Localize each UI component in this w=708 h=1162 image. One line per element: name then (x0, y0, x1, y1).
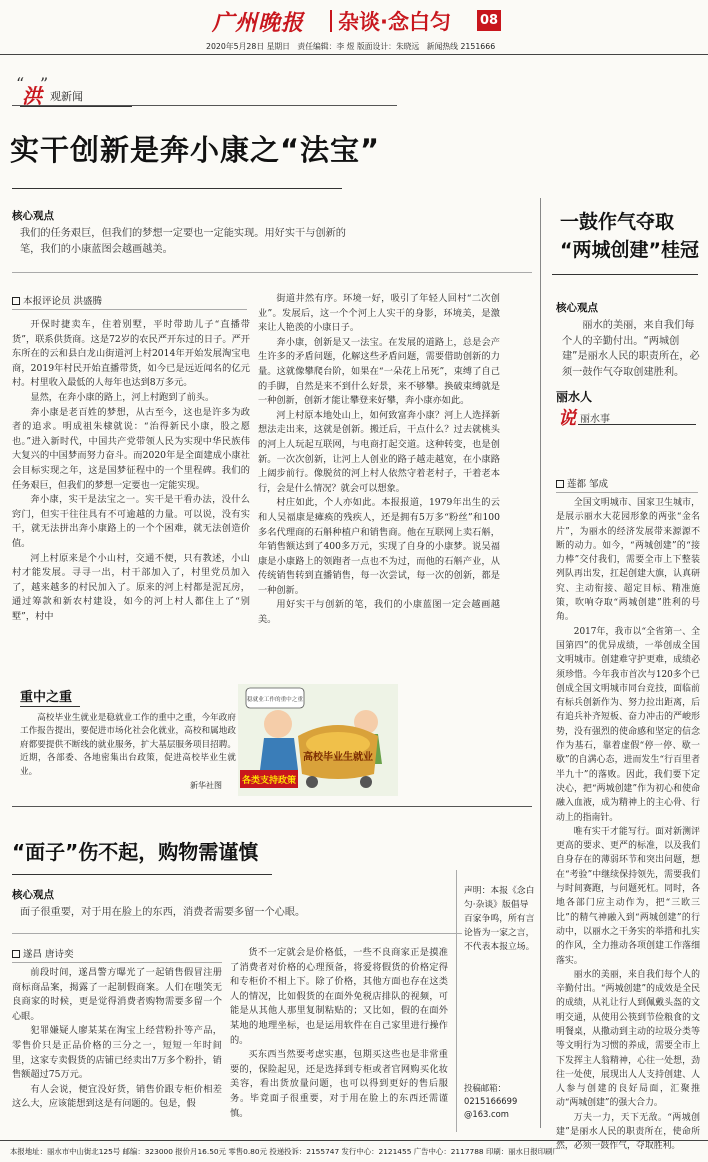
date-line: 2020年5月28日 星期日 (206, 42, 290, 51)
contrib-block (464, 1082, 538, 1121)
right-tag-sub: 丽水事 (580, 414, 610, 425)
main-col2-p: 用好实干与创新的笔，我们的小康蓝图一定会越画越美。 (258, 599, 500, 626)
bottom-col2-p: 货不一定就会是价格低，一些不良商家正是摸准了消费者对价格的心理预备，将爱将假货的价格定得和专柜价不相上下。除了价格，其他方面也存在这类人的情况，比如假货的在面外免税店排队的视频，可能是从其他人那里复制粘贴的；又比如，假的在面外某地的地理坐标，也是运用软件在自己家里进行操作的。 (230, 947, 448, 1046)
cartoon-cart-text: 高校毕业生就业 (303, 752, 373, 763)
quote-mark-icon: “ (16, 74, 25, 93)
bottom-core-rule (12, 933, 462, 934)
right-tag-rule (578, 424, 696, 425)
main-byline-text: 本报评论员 洪盛腾 (23, 296, 103, 307)
right-tag-name: 丽水人 (556, 390, 593, 404)
editor-line: 责任编辑：李 煜 版面设计：朱晓远 (297, 42, 420, 51)
main-col1-p: 奔小康是老百姓的梦想，从古至今，这也是许多为政者的追求。明成祖朱棣就说：“治得新民小康，股之愿也。”进入新时代，中国共产党带领人民为实现中华民族伟大复兴的中国梦而努力奋斗。而2020年是全面建成小康社会目标实现之年，这是国梦征程中的一个里程碑。我们的任务艰巨，但我们的梦想一定要也一定能实现。 (12, 406, 250, 491)
main-headline: 实干创新是奔小康之“法宝” (10, 133, 381, 167)
right-tag-char: 说 (558, 408, 576, 429)
right-headline-rule (552, 274, 698, 275)
masthead (0, 0, 708, 56)
bottom-core-text: 面子很重要，对于用在脸上的东西，消费者需要多留一个心眼。 (20, 907, 306, 918)
main-core-label: 核心观点 (12, 210, 54, 222)
footer-rule (0, 1140, 708, 1141)
right-byline-rule (556, 492, 698, 493)
byline-box-icon (12, 950, 20, 958)
column-tag-rule (20, 106, 132, 107)
masthead-date (206, 41, 495, 52)
byline-box-icon (556, 480, 564, 488)
right-body-p: 丽水的美丽，来自我们每个人的辛勤付出。“两城创建”的成效是全民的成绩，从礼让行人到佩戴头盔的文明交通，从使用公筷到节俭粮食的文明餐桌，从撒动到主动的垃圾分类等等文明行为习惯的养成，需要全市上下发挥主人翁精神，心往一处想，劲往一处使，展现出人人支持创建、人人参与创建的良好局面，汇聚推动“两城创建”的强大合力。 (556, 969, 700, 1109)
feature-credit: 新华社图 (190, 781, 222, 790)
right-column-separator (540, 198, 541, 1128)
bottom-byline-rule (12, 962, 222, 963)
main-article-col1 (12, 318, 250, 664)
masthead-rule (0, 54, 708, 55)
core-bottom-rule (12, 272, 532, 273)
top-rule-long (12, 105, 397, 106)
right-core-text: 丽水的美丽，来自我们每个人的辛勤付出。“两城创建”是丽水人民的职责所在，必须一鼓作气夺取创建胜利。 (562, 320, 700, 378)
right-body-p: 万夫一力，天下无敌。“两城创建”是丽水人民的职责所在，使命所然，必须一鼓作气，夺取胜利。 (556, 1112, 700, 1152)
feature-bottom-rule (12, 806, 532, 807)
main-col1-p: 河上村原来是个小山村，交通不便，只有教述，小山村才能发展。寻寻一出，村干部加入了，村里党员加入了，越来越多的村民加入了。原来的河上村都是泥瓦房，通过筹款和新农村建设，如今的河上村人都住上了“别墅”，村中 (12, 552, 250, 622)
main-core-text: 我们的任务艰巨，但我们的梦想一定要也一定能实现。用好实干与创新的笔，我们的小康蓝图会越画越美。 (20, 228, 346, 255)
feature-text: 高校毕业生就业是稳就业工作的重中之重，今年政府工作报告提出，要促进市场化社会化就业，高校和属地政府都要提供不断线的就业服务，扩大基层服务项目招聘。近期，各部委、各地密集出台政策，促进高校毕业生就业。 (20, 713, 236, 777)
right-core-label: 核心观点 (556, 302, 598, 314)
main-col2-p: 村庄如此，个人亦如此。本报报道，1979年出生的云和人吴福康是瘫痪的残疾人，还是拥有5万多“粉丝”和100多名代理商的石斛种植户和销售商。他在互联网上卖石斛，年销售额达到了400多万元，实现了自身的小康梦。说吴福康是小康路上的领跑者一点也不为过，而他的石斛产业，从传统销售转到直播销售，每一次尝试，每一次的创新，都是一种创新。 (258, 497, 500, 596)
contrib-email-1: 0215166699 (464, 1096, 518, 1106)
feature-title-rule (20, 706, 80, 707)
right-column-tag (556, 384, 696, 432)
paper-logo: 广州晚报 (212, 10, 305, 36)
cartoon-sign-text: 稳就业工作的重中之重 (247, 697, 303, 703)
bottom-col2-p: 买东西当然要考虑实惠，包期买这些也是非常重要的，保险起见，还是选择到专柜或者官网购买化妆美容，看出货放量问题，也可以得到更好的售后服务。毕竟面子很重要，对于用在脸上的东西还需谨慎。 (230, 1049, 448, 1119)
feature-title: 重中之重 (20, 690, 73, 705)
contrib-label: 投稿邮箱： (464, 1083, 506, 1093)
right-headline (560, 208, 699, 264)
cartoon-banner-text: 各类支持政策 (241, 776, 297, 786)
right-headline-line2: “两城创建”桂冠 (560, 239, 699, 261)
bottom-col1-p: 犯罪嫌疑人廖某某在淘宝上经营粉扑等产品，零售价只是正品价格的三分之一，短短一年时间里，这家专卖假货的店铺已经卖出7万多个粉扑，销售额超过75万元。 (12, 1025, 222, 1081)
bottom-byline (12, 946, 74, 960)
right-byline-text: 莲都 邹成 (567, 479, 609, 490)
footer-info: 本报地址：丽水市中山街北125号 邮编：323000 报价月16.50元 零售0.80元 投递投诉：2155747 发行中心：2121455 广告中心：2117788 印刷：丽水日报印刷厂 (10, 1147, 560, 1156)
main-col1-p: 开保时捷卖车，住着别墅，平时带助儿子“直播带货”，联系供货商。这是72岁的农民严开东过的日子。严开东所在的云和县白龙山街道河上村2014年开始发展淘宝电商，2019年村民开始直播带货，如今已是远近闻名的亿元村。村里收入最低的人每年也达到8万多元。 (12, 319, 250, 389)
main-article-col2 (258, 292, 500, 664)
main-col2-p: 街道井然有序。环境一好，吸引了年轻人回村“二次创业”。发展后，这一个个河上人实干的身影，环境美，是激来让人艳羡的小康日子。 (258, 293, 500, 334)
right-body-p: 唯有实干才能写行。面对新测评更高的要求、更严的标准，以及我们自身存在的薄弱环节和突出问题，想在“考验”中继续保持领先，需要我们与时间赛跑，与问题死杠。同时，各地各部门应主动作为，把“三欧三比”的精气神融入到“两城创建”的行动中，以丽水之干务实的举措和扎实的作风，全力推动各项创建工作落细落实。 (556, 826, 700, 966)
right-headline-line1: 一鼓作气夺取 (560, 211, 675, 233)
feature-box (12, 680, 236, 790)
main-col1-p: 显然，在奔小康的路上，河上村跑到了前头。 (30, 391, 215, 403)
bottom-headline-rule (12, 874, 272, 875)
masthead-divider (330, 10, 332, 32)
hotline: 新闻热线 2151666 (426, 42, 496, 51)
bottom-col1-p: 有人会说，便宜没好货，销售价跟专柜价相差这么大，应该能想到这是有问题的。包是，假 (12, 1083, 222, 1110)
right-article-body (556, 496, 700, 1152)
column-tag-char: 洪 (22, 84, 42, 108)
bottom-col1-p: 前段时间，遂昌警方曝光了一起销售假冒注册商标商品案，揭露了一起制假商案。人们在嗤笑无良商家的时候，更是觉得消费者购物需要多留一个心眼。 (12, 967, 222, 1022)
bottom-headline: “面子”伤不起，购物需谨慎 (12, 840, 259, 864)
right-body-p: 全国文明城市、国家卫生城市，是展示丽水大花园形象的两张“金名片”，为丽水的经济发展带来源源不断的动力。如今，“两城创建”的“接力棒”交付我们，需要全市上下整装列队再出发，扛起创建大旗，认真研究、主动衔接、超定目标、精准施策，吹响夺取“两城创建”胜利的号角。 (556, 498, 700, 623)
page-number-badge: 08 (477, 10, 501, 31)
column-tag-name: 观新闻 (50, 90, 83, 103)
bottom-core-label: 核心观点 (12, 889, 54, 901)
quote-close-icon: ” (40, 74, 49, 93)
bottom-article-col2 (230, 946, 448, 1136)
right-body-p: 2017年，我市以“全省第一、全国第四”的优异成绩，一举创成全国文明城市。创建难守护更难，成绩必须珍惜。今年我市首次与120多个已创成全国文明城市同台竞技，面临前有标兵创新作为、努力拉出距离，后有追兵补齐短板、奋力冲击的严峻形势，没有强烈的使命感和坚定的信念作为基石，靠着虚假“停一停、歇一歇”的自满心态，进而发生“行百里者半九十”的落败。因此，我们要下定决心，把“两城创建”作为初心和使命融入血液，成为精神上的主心骨、行动上的指南针。 (556, 626, 700, 823)
bottom-byline-text: 遂昌 唐诗奕 (23, 949, 74, 960)
statement-note: 声明：本报《念白匀·杂谈》版倡导百家争鸣，所有言论皆为一家之言，不代表本报立场。 (464, 886, 535, 952)
feature-cartoon (238, 684, 398, 796)
byline-box-icon (12, 297, 20, 305)
note-separator (456, 870, 457, 1132)
right-byline (556, 476, 608, 490)
byline-rule (12, 309, 247, 310)
headline-rule (12, 188, 342, 189)
main-col2-p: 河上村原本地处山上，如何致富奔小康？河上人选择新想法走出来，这就是创新。搬迁后，干点什么？过去就桃头的河上人玩起互联网，与电商打起交道。这种转变，也是创新。一次次创新，让河上人创业的路子越走越宽，在小康路上阔步前行。像脱贫的河上村人依然守着老村子，干着老本行，会是什么情况？就会可以想象。 (258, 409, 500, 494)
main-col2-p: 奔小康，创新是又一法宝。在发展的道路上，总是会产生许多的矛盾问题，化解这些矛盾问题，需要借助创新的力量。这就像攀爬台阶，如果在“一朵花上吊死”，束缚了自己的手脚，自然是来不到什么好景，来不够攀。换破束缚就是一种创新，创新才能让攀登来好攀，奔小康亦如此。 (258, 336, 500, 407)
main-byline (12, 293, 102, 307)
contrib-email-2: @163.com (464, 1109, 509, 1119)
bottom-article-col1 (12, 966, 222, 1136)
section-title: 杂谈·念白匀 (338, 10, 451, 34)
main-col1-p: 奔小康，实干是法宝之一。实干是干看办法，没什么窍门，但实干往往具有不可逾越的力量。可以说，没有实干，就无法拼出奔小康路上的一个个困难，就无法创造价值。 (12, 494, 250, 549)
